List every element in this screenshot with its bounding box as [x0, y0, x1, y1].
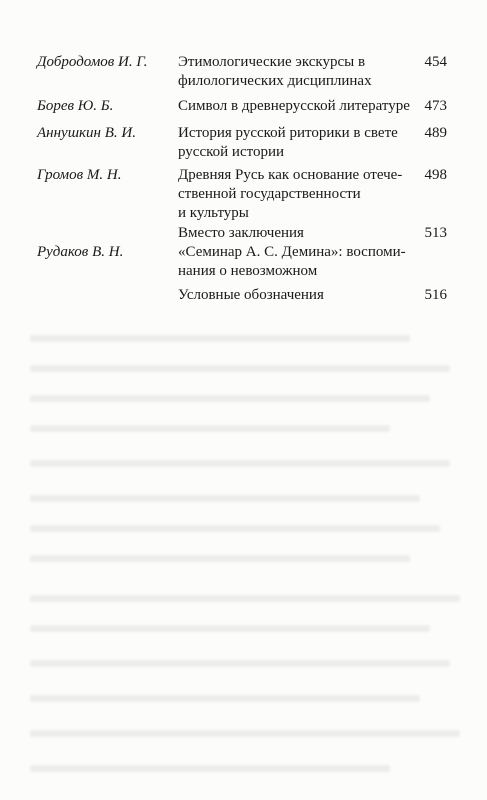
show-through-text — [20, 300, 467, 800]
toc-page-number: 454 — [424, 54, 447, 70]
toc-page-number: 473 — [424, 98, 447, 114]
toc-title-line: Этимологические экскурсы в — [178, 54, 366, 70]
toc-title-line: и культуры — [178, 205, 249, 221]
toc-title-line: филологических дисциплинах — [178, 73, 372, 89]
toc-author: Громов М. Н. — [37, 167, 122, 183]
toc-title — [178, 124, 410, 162]
toc-title — [178, 286, 410, 305]
toc-title-line: «Семинар А. С. Демина»: воспоми- — [178, 244, 406, 260]
toc-page-number: 513 — [424, 225, 447, 241]
toc-author: Борев Ю. Б. — [37, 98, 114, 114]
toc-author: Рудаков В. Н. — [37, 244, 124, 260]
toc-page-number: 516 — [424, 287, 447, 303]
toc-title-line: Символ в древнерусской литературе — [178, 98, 410, 114]
toc-page-number: 498 — [424, 167, 447, 183]
toc-title-line: История русской риторики в свете — [178, 125, 398, 141]
toc-title-line: ственной государственности — [178, 186, 361, 202]
toc-page-number: 489 — [424, 125, 447, 141]
toc-title — [178, 166, 410, 223]
toc-title-line: русской истории — [178, 144, 285, 160]
toc-title-line: нания о невозможном — [178, 263, 318, 279]
toc-author: Аннушкин В. И. — [37, 125, 136, 141]
toc-title-line: Условные обозначения — [178, 287, 324, 303]
toc-author: Добродомов И. Г. — [37, 54, 148, 70]
toc-title — [178, 224, 410, 243]
toc-title — [178, 97, 410, 116]
toc-title — [178, 53, 410, 91]
toc-title-line: Древняя Русь как основание отече- — [178, 167, 403, 183]
toc-title — [178, 243, 410, 281]
toc-title-line: Вместо заключения — [178, 225, 304, 241]
